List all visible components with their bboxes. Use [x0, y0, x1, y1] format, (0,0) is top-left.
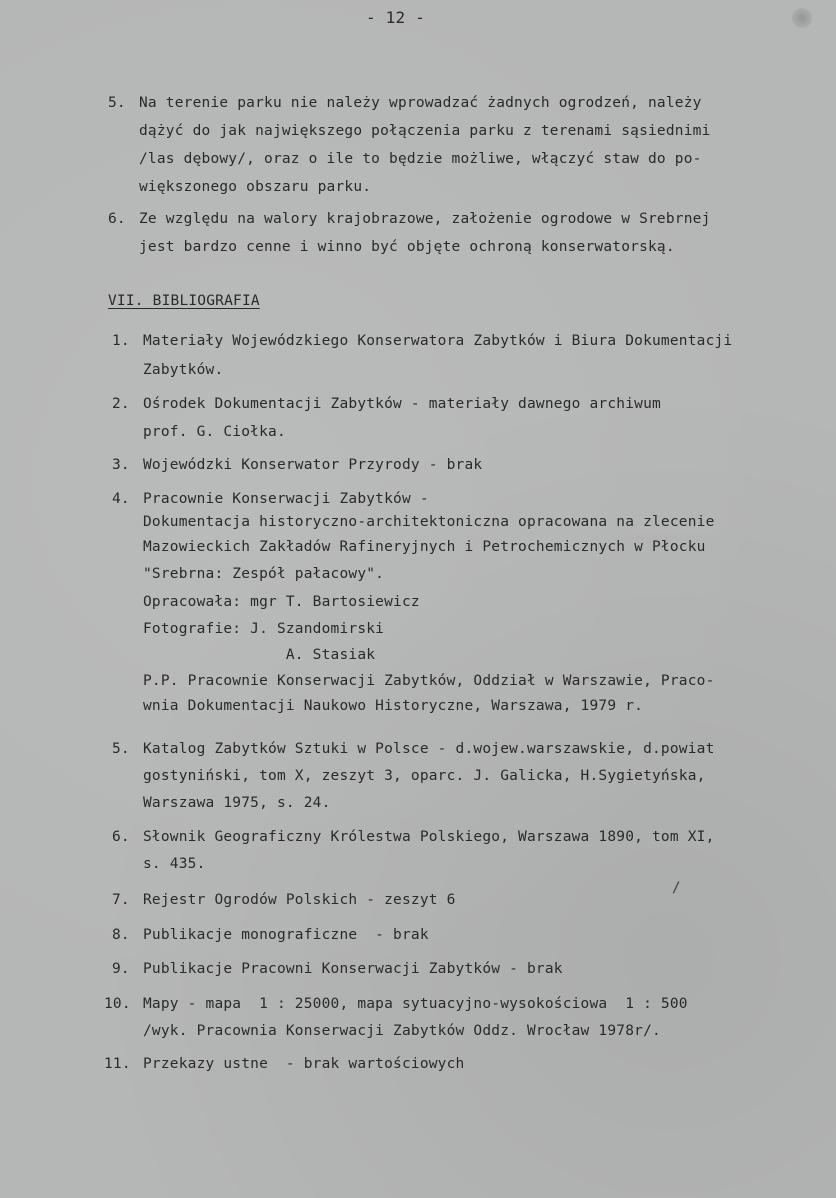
bib-number: 4.	[112, 491, 130, 507]
bib-line: Materiały Wojewódzkiego Konserwatora Zabytków i Biura Dokumentacji	[143, 333, 733, 349]
bib-line: gostyniński, tom X, zeszyt 3, oparc. J. Galicka, H.Sygietyńska,	[143, 768, 706, 784]
bib-number: 11.	[104, 1056, 131, 1072]
paragraph-line: dążyć do jak największego połączenia parku z terenami sąsiednimi	[139, 123, 711, 139]
bib-line: Publikacje Pracowni Konserwacji Zabytków - brak	[143, 961, 563, 977]
pen-mark-icon: /	[672, 880, 681, 896]
bib-line: Ośrodek Dokumentacji Zabytków - materiały dawnego archiwum	[143, 396, 661, 412]
bib-line: Warszawa 1975, s. 24.	[143, 795, 331, 811]
bib-number: 1.	[112, 333, 130, 349]
paragraph-line: Na terenie parku nie należy wprowadzać żadnych ogrodzeń, należy	[139, 95, 702, 111]
bib-line: Zabytków.	[143, 362, 224, 378]
bib-line: Dokumentacja historyczno-architektoniczna opracowana na zlecenie	[143, 514, 715, 530]
bib-line: Słownik Geograficzny Królestwa Polskiego, Warszawa 1890, tom XI,	[143, 829, 715, 845]
paragraph-line: Ze względu na walory krajobrazowe, założenie ogrodowe w Srebrnej	[139, 211, 711, 227]
bib-number: 6.	[112, 829, 130, 845]
bib-line: Rejestr Ogrodów Polskich - zeszyt 6	[143, 892, 456, 908]
bib-line: Wojewódzki Konserwator Przyrody - brak	[143, 457, 483, 473]
bib-line: "Srebrna: Zespół pałacowy".	[143, 566, 385, 582]
bib-number: 3.	[112, 457, 130, 473]
bib-number: 9.	[112, 961, 130, 977]
item-number: 6.	[108, 211, 126, 227]
section-heading: VII. BIBLIOGRAFIA	[108, 293, 260, 309]
bib-line: A. Stasiak	[143, 647, 376, 663]
bib-line: Mapy - mapa 1 : 25000, mapa sytuacyjno-wysokościowa 1 : 500	[143, 996, 688, 1012]
bib-number: 5.	[112, 741, 130, 757]
bib-line: Fotografie: J. Szandomirski	[143, 621, 385, 637]
item-number: 5.	[108, 95, 126, 111]
bib-number: 2.	[112, 396, 130, 412]
bib-line: Opracowała: mgr T. Bartosiewicz	[143, 594, 420, 610]
page-number: - 12 -	[366, 8, 425, 27]
page-hole-mark	[792, 8, 812, 28]
paragraph-line: /las dębowy/, oraz o ile to będzie możliwe, włączyć staw do po-	[139, 151, 702, 167]
bib-number: 7.	[112, 892, 130, 908]
bib-line: Pracownie Konserwacji Zabytków -	[143, 491, 429, 507]
bib-line: Katalog Zabytków Sztuki w Polsce - d.wojew.warszawskie, d.powiat	[143, 741, 715, 757]
bib-line: Przekazy ustne - brak wartościowych	[143, 1056, 465, 1072]
paragraph-line: jest bardzo cenne i winno być objęte ochroną konserwatorską.	[139, 239, 675, 255]
bib-number: 10.	[104, 996, 131, 1012]
bib-line: s. 435.	[143, 856, 206, 872]
bib-line: wnia Dokumentacji Naukowo Historyczne, Warszawa, 1979 r.	[143, 698, 644, 714]
bib-line: /wyk. Pracownia Konserwacji Zabytków Oddz. Wrocław 1978r/.	[143, 1023, 661, 1039]
bib-line: P.P. Pracownie Konserwacji Zabytków, Oddział w Warszawie, Praco-	[143, 673, 715, 689]
paragraph-line: większonego obszaru parku.	[139, 179, 372, 195]
bib-line: Mazowieckich Zakładów Rafineryjnych i Petrochemicznych w Płocku	[143, 539, 706, 555]
bib-number: 8.	[112, 927, 130, 943]
bib-line: Publikacje monograficzne - brak	[143, 927, 429, 943]
bib-line: prof. G. Ciołka.	[143, 424, 286, 440]
